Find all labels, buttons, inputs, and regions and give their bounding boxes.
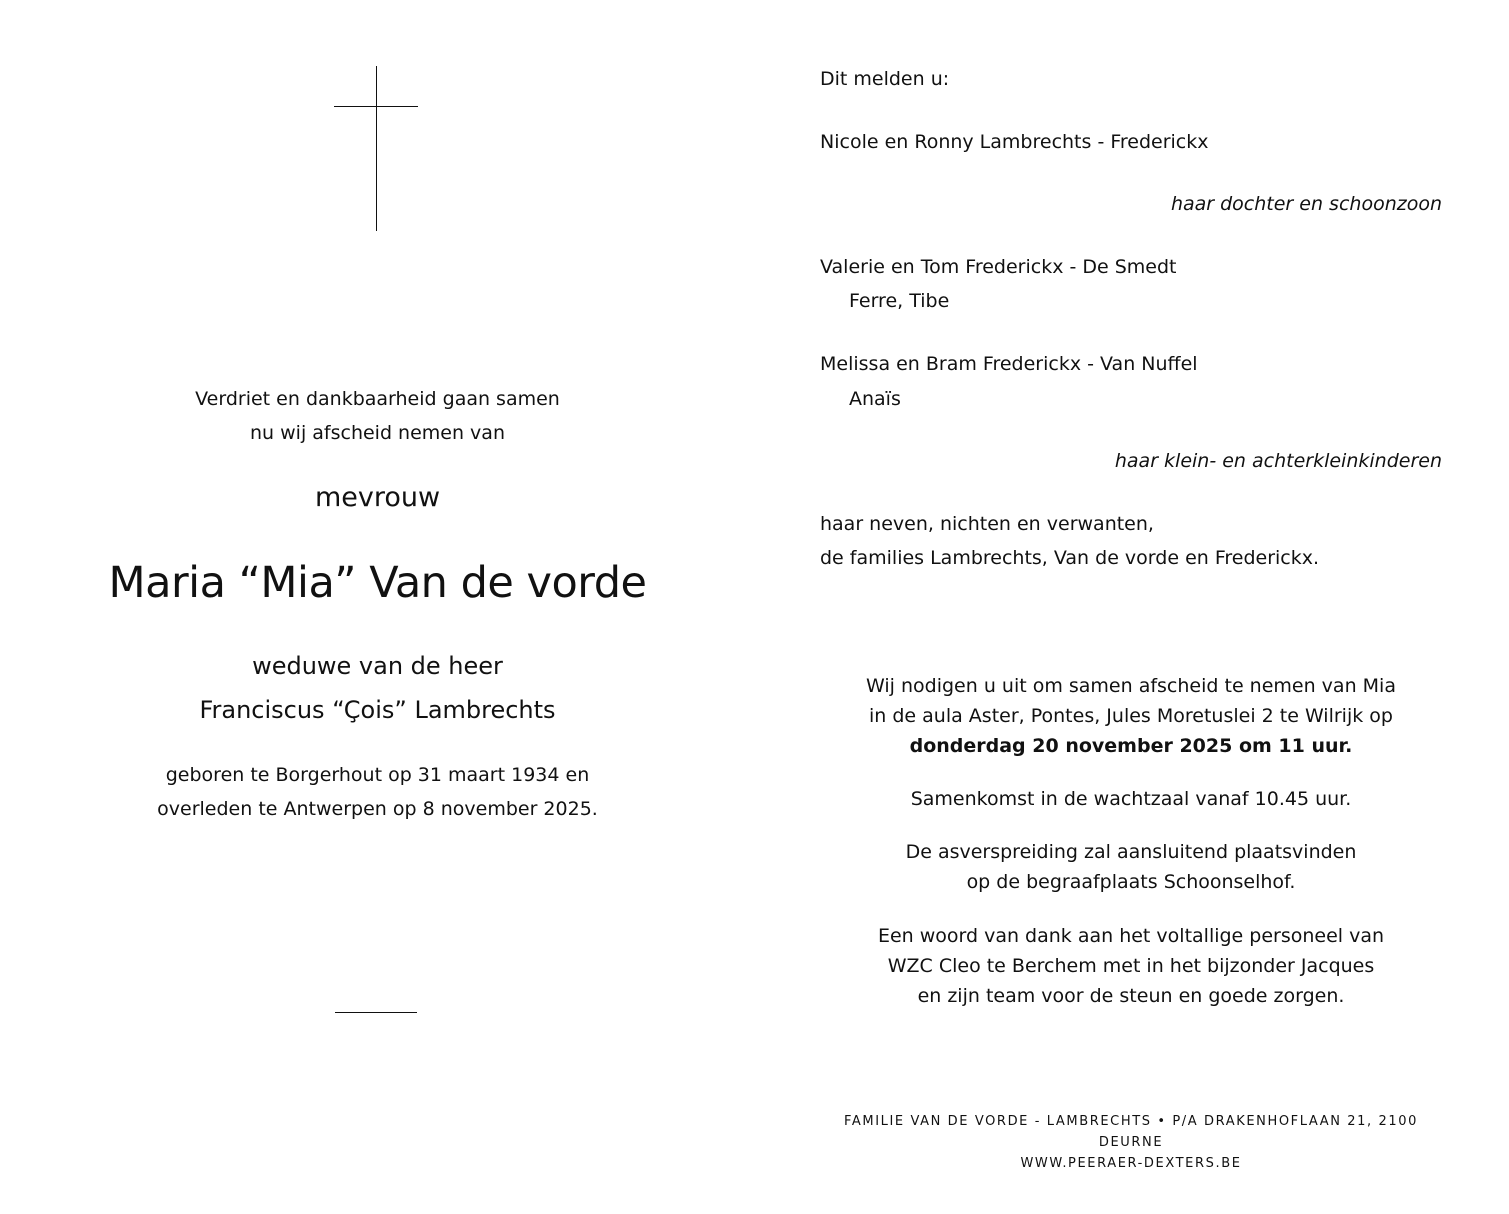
cross-horizontal-bar (334, 106, 418, 107)
thanks-line: Een woord van dank aan het voltallige personeel van (877, 925, 1385, 947)
birth-line: geboren te Borgerhout op 31 maart 1934 en (165, 764, 590, 786)
spouse-line: weduwe van de heer (252, 652, 503, 680)
family-role-grandchildren: haar klein- en achterkleinkinderen (1114, 450, 1442, 472)
ashes-line: op de begraafplaats Schoonselhof. (966, 871, 1296, 893)
family-grandchild-1: Valerie en Tom Frederickx - De Smedt (820, 256, 1177, 278)
life-dates (40, 758, 715, 826)
intro-text (40, 382, 715, 450)
intro-line: nu wij afscheid nemen van (250, 422, 505, 444)
family-relatives-line: haar neven, nichten en verwanten, (820, 513, 1154, 535)
family-great-grandchildren-2: Anaïs (849, 388, 901, 410)
announce-text: Dit melden u: (820, 68, 950, 90)
ceremony-date: donderdag 20 november 2025 om 11 uur. (909, 735, 1353, 757)
invitation-line: in de aula Aster, Pontes, Jules Moretuslei 2 te Wilrijk op (869, 705, 1393, 727)
invitation-line: Wij nodigen u uit om samen afscheid te nemen van Mia (866, 675, 1396, 697)
divider (335, 1012, 417, 1013)
footer-address: FAMILIE VAN DE VORDE - LAMBRECHTS • P/A DRAKENHOFLAAN 21, 2100 DEURNE (844, 1114, 1418, 1150)
cross-icon (334, 66, 418, 231)
footer-website: WWW.PEERAER-DEXTERS.BE (1020, 1156, 1242, 1171)
invitation-text (820, 671, 1442, 761)
family-daughter: Nicole en Ronny Lambrechts - Frederickx (820, 131, 1209, 153)
family-role-daughter: haar dochter en schoonzoon (1170, 193, 1442, 215)
spouse-text (40, 644, 715, 732)
ashes-text (820, 837, 1442, 897)
family-relatives-line: de families Lambrechts, Van de vorde en Frederickx. (820, 547, 1320, 569)
gathering-text: Samenkomst in de wachtzaal vanaf 10.45 uur. (910, 788, 1352, 810)
cross-vertical-bar (376, 66, 377, 231)
family-grandchild-2: Melissa en Bram Frederickx - Van Nuffel (820, 353, 1198, 375)
death-line: overleden te Antwerpen op 8 november 2025. (157, 798, 598, 820)
intro-line: Verdriet en dankbaarheid gaan samen (195, 388, 560, 410)
thanks-text (820, 921, 1442, 1011)
ashes-line: De asverspreiding zal aansluitend plaatsvinden (905, 841, 1357, 863)
footer (820, 1111, 1442, 1174)
thanks-line: en zijn team voor de steun en goede zorgen. (917, 985, 1345, 1007)
spouse-line: Franciscus “Çois” Lambrechts (199, 696, 556, 724)
honorific: mevrouw (314, 482, 441, 513)
thanks-line: WZC Cleo te Berchem met in het bijzonder Jacques (887, 955, 1375, 977)
family-great-grandchildren-1: Ferre, Tibe (849, 290, 950, 312)
deceased-name: Maria “Mia” Van de vorde (108, 558, 647, 608)
